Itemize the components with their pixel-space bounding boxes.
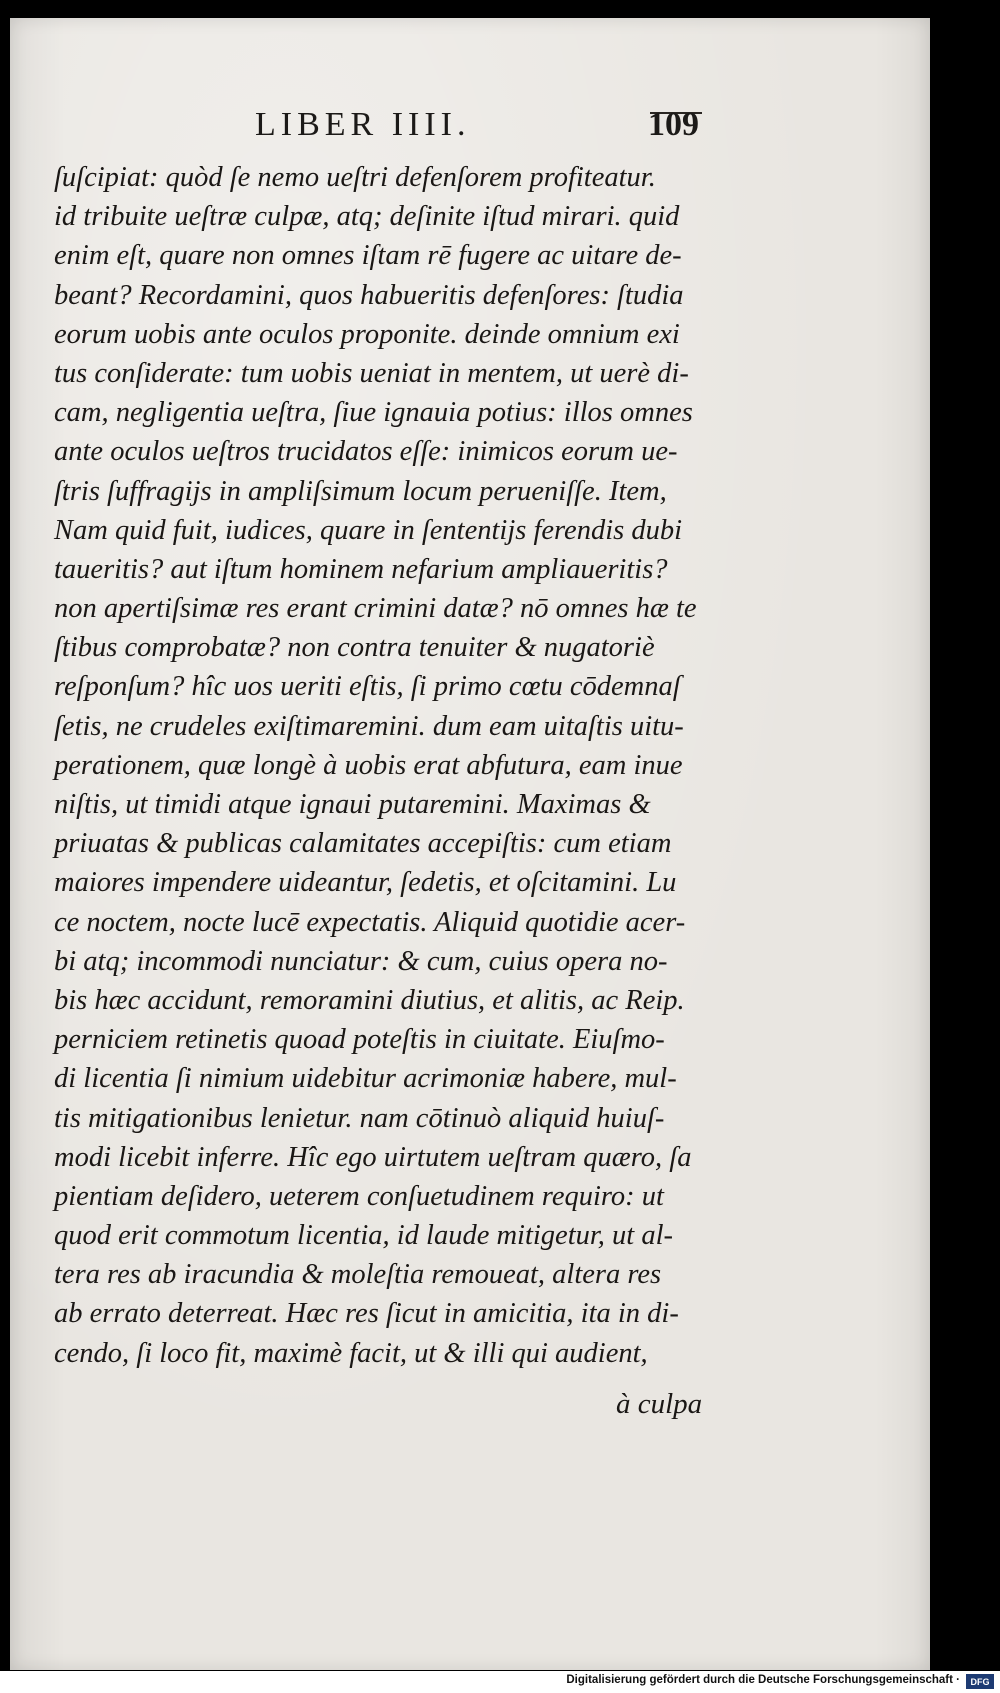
text-line: cam, negligentia ueſtra, ſiue ignauia potius: illos omnes	[54, 397, 693, 429]
text-line: niſtis, ut timidi atque ignaui putaremini. Maximas &	[54, 789, 651, 820]
text-line: di licentia ſi nimium uidebitur acrimoniæ habere, mul-	[54, 1063, 677, 1095]
text-line: Nam quid fuit, iudices, quare in ſententijs ferendis dubi	[54, 514, 683, 546]
text-line: maiores impendere uideantur, ſedetis, et oſcitamini. Lu	[54, 867, 677, 899]
funding-credit: Digitalisierung gefördert durch die Deutsche Forschungsgemeinschaft ·	[566, 1674, 960, 1686]
text-line: tis mitigationibus lenietur. nam cōtinuò aliquid huiuſ-	[54, 1102, 665, 1134]
text-line: ce noctem, nocte lucē expectatis. Aliquid quotidie acer-	[54, 906, 686, 938]
text-line: cendo, ſi loco fit, maximè facit, ut & illi qui audient,	[54, 1337, 648, 1369]
text-line: perationem, quæ longè à uobis erat abfutura, eam inue	[54, 749, 683, 781]
text-line: eorum uobis ante oculos proponite. deinde omnium exi	[54, 318, 680, 350]
body-text	[54, 158, 714, 1373]
page-header	[10, 106, 930, 162]
text-line: non apertiſsimæ res erant crimini datæ? nō omnes hæ te	[54, 593, 697, 625]
text-line: bis hæc accidunt, remoramini diutius, et alitis, ac Reip.	[54, 984, 685, 1016]
text-line: tera res ab iracundia & moleſtia remoueat, altera res	[54, 1259, 662, 1291]
text-line: beant? Recordamini, quos habueritis defenſores: ſtudia	[54, 279, 684, 311]
dfg-logo-icon: DFG	[966, 1674, 994, 1689]
text-line: id tribuite ueſtræ culpæ, atq; deſinite iſtud mirari. quid	[54, 201, 680, 233]
text-line: bi atq; incommodi nunciatur: & cum, cuius opera no-	[54, 945, 668, 977]
text-line: ſtris ſuffragijs in ampliſsimum locum perueniſſe. Item,	[54, 475, 667, 507]
text-line: perniciem retinetis quoad poteſtis in ciuitate. Eiuſmo-	[54, 1024, 665, 1056]
page-number: 109	[648, 106, 699, 143]
text-line: taueritis? aut iſtum hominem nefarium ampliaueritis?	[54, 553, 668, 585]
text-line: ſetis, ne crudeles exiſtimaremini. dum eam uitaſtis uitu-	[54, 710, 684, 742]
text-line: reſponſum? hîc uos ueriti eſtis, ſi primo cœtu cōdemnaſ	[54, 671, 681, 703]
footer-bar	[0, 1671, 1000, 1693]
book-page	[10, 18, 930, 1670]
text-line: ab errato deterreat. Hæc res ſicut in amicitia, ita in di-	[54, 1298, 679, 1330]
text-line: tus conſiderate: tum uobis ueniat in mentem, ut uerè di-	[54, 357, 689, 389]
catchword: à culpa	[616, 1388, 703, 1420]
text-line: enim eſt, quare non omnes iſtam rē fugere ac uitare de-	[54, 240, 682, 272]
text-line: priuatas & publicas calamitates accepiſtis: cum etiam	[54, 828, 672, 860]
text-line: quod erit commotum licentia, id laude mitigetur, ut al-	[54, 1220, 674, 1252]
running-head: LIBER IIII.	[255, 106, 471, 143]
text-line: ſtibus comprobatæ? non contra tenuiter & nugatoriè	[54, 632, 655, 664]
text-line: ſuſcipiat: quòd ſe nemo ueſtri defenſorem profiteatur.	[54, 162, 656, 193]
text-line: ante oculos ueſtros trucidatos eſſe: inimicos eorum ue-	[54, 436, 678, 468]
text-line: modi licebit inferre. Hîc ego uirtutem ueſtram quæro, ſa	[54, 1141, 692, 1173]
text-line: pientiam deſidero, ueterem conſuetudinem requiro: ut	[54, 1180, 664, 1212]
